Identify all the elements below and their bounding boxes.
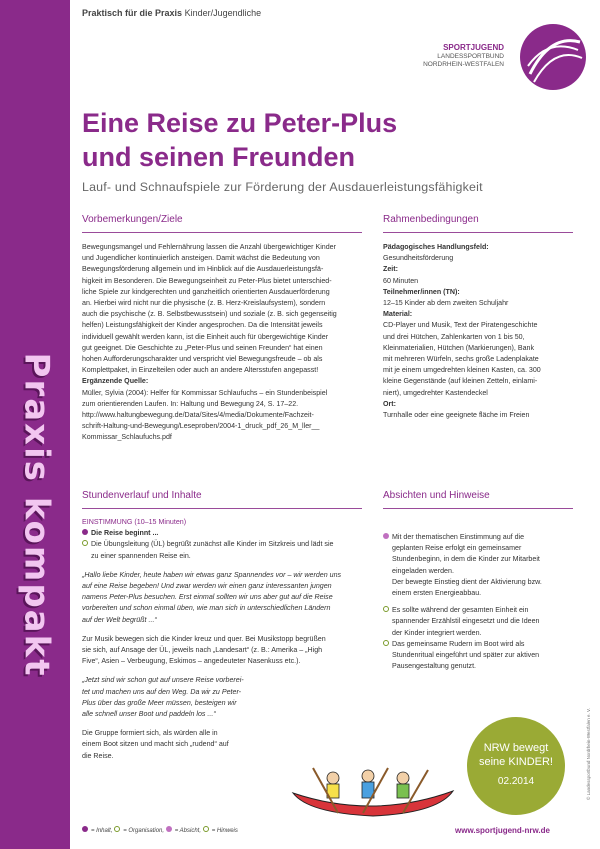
text-line: auch die psychische (z. B. Selbstbewusstsein) und soziale (z. B. sich gegenseitig bbox=[82, 310, 337, 319]
absichten-text bbox=[383, 532, 583, 672]
handlungsfeld-value: Gesundheitsförderung bbox=[383, 254, 454, 263]
text-line: hohen Aufforderungscharakter und verspricht viel Bewegungsfreude – ob als bbox=[82, 355, 323, 364]
text-line: zu einer spannenden Reise ein. bbox=[91, 551, 191, 560]
footer-url-link[interactable]: www.sportjugend-nrw.de bbox=[455, 826, 550, 835]
page-subtitle: Lauf- und Schnaufspiele zur Förderung der Ausdauerleistungsfähigkeit bbox=[82, 180, 483, 194]
quote-line: „Jetzt sind wir schon gut auf unsere Reise vorberei- bbox=[82, 676, 244, 685]
heading-stundenverlauf: Stundenverlauf und Inhalte bbox=[82, 490, 202, 501]
quote-line: alle schnell unser Boot und paddeln los ...“ bbox=[82, 710, 216, 719]
absicht-bullet-icon bbox=[383, 533, 389, 539]
text-line: und Jugendlicher kontinuierlich ansteigen. Damit wächst die Bedeutung von bbox=[82, 254, 320, 263]
badge-line2: seine KINDER! bbox=[479, 756, 553, 768]
material-line: CD-Player und Musik, Text der Piratengeschichte bbox=[383, 321, 538, 330]
material-line: Kleinmaterialien, Hütchen (Markierungen), Bank bbox=[383, 343, 535, 352]
logo-emblem-icon bbox=[520, 24, 586, 90]
logo-text bbox=[423, 44, 504, 69]
material-line: mit je einem umgedrehten kleinen Kasten, ca. 300 bbox=[383, 366, 541, 375]
text-line: Zur Musik bewegen sich die Kinder kreuz und quer. Bei Musikstopp begrüßen bbox=[82, 634, 326, 643]
organisation-bullet-icon bbox=[82, 540, 88, 546]
material-line: mit mehreren Würfeln, sechs große Ladenplakate bbox=[383, 355, 539, 364]
badge-line1: NRW bewegt bbox=[483, 742, 549, 754]
text-line: gut geeignet. Die Geschichte zu „Peter-Plus und seinen Freunden“ hat einen bbox=[82, 343, 323, 352]
hinweis-bullet-icon bbox=[383, 640, 389, 646]
quote-line: namens Peter-Plus besuchen. Erst einmal sollten wir uns aber gut auf die Reise bbox=[82, 593, 333, 602]
reise-heading: Die Reise beginnt ... bbox=[91, 529, 159, 538]
text-line: Mit der thematischen Einstimmung auf die bbox=[392, 533, 525, 541]
sidebar-label bbox=[8, 340, 64, 690]
quote-line: auf der Welt begrüßt ...“ bbox=[82, 615, 157, 624]
legend-inhalt: = Inhalt, bbox=[91, 828, 113, 834]
vorbemerkungen-text bbox=[82, 242, 372, 444]
text-line: Five“, Asien – Verbeugung, Eskimos – angedeuteter Nasenkuss etc.). bbox=[82, 657, 301, 666]
text-line: helfen) Leistungsfähigkeit der Kinder angesprochen. Da die Intensität jeweils bbox=[82, 321, 323, 330]
quelle-link[interactable]: Kommissar_Schlaufuchs.pdf bbox=[82, 433, 172, 442]
page-header bbox=[82, 8, 261, 18]
hinweis-bullet-icon bbox=[383, 606, 389, 612]
quote-line: vorbereiten und schon einmal üben, wie man sich in unterschiedlichen Ländern bbox=[82, 604, 331, 613]
inhalt-bullet-icon bbox=[82, 529, 88, 535]
text-line: geplanten Reise erfolgt ein gemeinsamer bbox=[392, 544, 522, 553]
text-line: higkeit im Besonderen. Die Bewegungseinheit zu Peter-Plus bietet unterschied- bbox=[82, 276, 332, 285]
material-label: Material: bbox=[383, 310, 413, 319]
zeit-value: 60 Minuten bbox=[383, 276, 419, 285]
einstimmung-heading: EINSTIMMUNG (10–15 Minuten) bbox=[82, 518, 187, 526]
tn-value: 12–15 Kinder ab dem zweiten Schuljahr bbox=[383, 299, 509, 308]
text-line: Komplettpaket, in Einzelteilen oder auch an andere Altersstufen angepasst! bbox=[82, 366, 319, 375]
rule-stundenverlauf bbox=[82, 508, 362, 509]
quote-line: tet und machen uns auf den Weg. Da wir zu Peter- bbox=[82, 687, 242, 696]
hinweis-legend-icon bbox=[203, 826, 209, 832]
material-line: niert), umgedrehter Kastendeckel bbox=[383, 388, 488, 397]
rule-vorbemerkungen bbox=[82, 232, 362, 233]
legend-organisation: = Organisation, bbox=[123, 828, 165, 834]
title-line1: Eine Reise zu Peter-Plus bbox=[82, 108, 398, 138]
footer-legend bbox=[82, 826, 238, 834]
quote-line: Plus über das große Meer müssen, besteigen wir bbox=[82, 698, 237, 707]
logo-line1: SPORTJUGEND bbox=[443, 43, 504, 52]
text-line: Der bewegte Einstieg dient der Aktivierung bzw. bbox=[392, 577, 542, 586]
heading-absichten: Absichten und Hinweise bbox=[383, 490, 490, 501]
copyright-note: © Landessportbund Nordrhein-Westfalen e. V. bbox=[586, 708, 591, 800]
quote-line: „Hallo liebe Kinder, heute haben wir etwas ganz Spannendes vor – wir werden uns bbox=[82, 570, 342, 579]
absicht-legend-icon bbox=[166, 826, 172, 832]
text-line: Die Übungsleitung (ÜL) begrüßt zunächst alle Kinder im Sitzkreis und lädt sie bbox=[91, 540, 334, 549]
quote-line: auf eine Reise begeben! Und zwar werden wir einen ganz interessanten jungen bbox=[82, 582, 332, 591]
stunden-text bbox=[82, 517, 372, 762]
legend-hinweis: = Hinweis bbox=[211, 828, 238, 834]
sportjugend-logo bbox=[402, 24, 592, 84]
title-line2: und seinen Freunden bbox=[82, 142, 356, 172]
page-title bbox=[82, 106, 397, 174]
organisation-legend-icon bbox=[114, 826, 120, 832]
text-line: einem Boot sitzen und macht sich „rudend“ auf bbox=[82, 740, 229, 749]
logo-line2: LANDESSPORTBUND bbox=[437, 53, 504, 60]
text-line: die Reise. bbox=[82, 751, 114, 760]
heading-rahmen: Rahmenbedingungen bbox=[383, 214, 479, 225]
header-brand: Praktisch für die Praxis bbox=[82, 8, 183, 18]
logo-line3: NORDRHEIN-WESTFALEN bbox=[423, 61, 504, 68]
inhalt-legend-icon bbox=[82, 826, 88, 832]
tn-label: Teilnehmer/innen (TN): bbox=[383, 287, 460, 296]
text-line: Bewegungsmangel und Fehlernährung lassen die Anzahl übergewichtiger Kinder bbox=[82, 243, 336, 251]
text-line: liche Spiele zur kindgerechten und ganzheitlich orientierten Ausdauerförderung bbox=[82, 287, 330, 296]
text-line: Pausengestaltung genutzt. bbox=[392, 662, 477, 671]
zeit-label: Zeit: bbox=[383, 265, 398, 274]
badge-date: 02.2014 bbox=[497, 776, 535, 787]
handlungsfeld-label: Pädagogisches Handlungsfeld: bbox=[383, 243, 489, 251]
text-line: Müller, Sylvia (2004): Helfer für Kommissar Schlaufuchs – ein Stundenbeispiel bbox=[82, 388, 328, 397]
text-line: der Kinder integriert werden. bbox=[392, 628, 482, 637]
text-line: Bewegungsförderung allgemein und im Hinblick auf die Ausdauerleistungsfä- bbox=[82, 265, 324, 274]
text-line: einem ersten Energieabbau. bbox=[392, 589, 482, 598]
quelle-label: Ergänzende Quelle: bbox=[82, 377, 149, 386]
text-line: individuell gewählt werden kann, ist die Einheit auch für übergewichtige Kinder bbox=[82, 332, 329, 341]
rahmen-text bbox=[383, 242, 583, 421]
ort-value: Turnhalle oder eine geeignete fläche im Freien bbox=[383, 411, 530, 420]
ort-label: Ort: bbox=[383, 399, 397, 408]
material-line: und drei Hütchen, Zahlenkarten von 1 bis 50, bbox=[383, 332, 525, 341]
header-category: Kinder/Jugendliche bbox=[184, 8, 262, 18]
heading-vorbemerkungen: Vorbemerkungen/Ziele bbox=[82, 214, 183, 225]
sidebar-label-text: Praxis kompakt bbox=[16, 352, 57, 678]
sidebar-band bbox=[0, 0, 70, 849]
text-line: zum orientierenden Laufen. In: Haltung und Bewegung 24, S. 17–22. bbox=[82, 399, 299, 408]
text-line: Es sollte während der gesamten Einheit ein bbox=[392, 606, 529, 615]
text-line: Das gemeinsame Rudern im Boot wird als bbox=[392, 639, 525, 648]
rule-rahmen bbox=[383, 232, 573, 233]
rule-absichten bbox=[383, 508, 573, 509]
text-line: eingeladen werden. bbox=[392, 566, 454, 575]
nrw-badge bbox=[467, 717, 565, 815]
text-line: Stundenbeginn, in dem die Kinder zur Mitarbeit bbox=[392, 555, 540, 564]
text-line: an. Hierbei wird nicht nur die physische (z. B. Herz-Kreislaufsystem), sondern bbox=[82, 299, 326, 308]
text-line: Stundenritual eingeführt und später zur aktiven bbox=[392, 651, 540, 660]
material-line: kleine Gegenstände (auf kleinen Zetteln, einlami- bbox=[383, 377, 538, 386]
text-line: Die Gruppe formiert sich, als würden alle in bbox=[82, 729, 218, 738]
quelle-link[interactable]: http://www.haltungbewegung.de/Data/Sites/4/media/Dokumente/Fachzeit- bbox=[82, 411, 314, 420]
text-line: sie sich, auf Ansage der ÜL, jeweils nach „Landesart“ (z. B.: Amerika – „High bbox=[82, 646, 323, 655]
canoe-illustration bbox=[288, 758, 458, 820]
quelle-link[interactable]: schrift-Haltung-und-Bewegung/Leseproben/2004-1_druck_pdf_26_M_ller__ bbox=[82, 422, 320, 431]
text-line: spannender Erzählstil eingesetzt und die Ideen bbox=[392, 617, 540, 626]
legend-absicht: = Absicht, bbox=[174, 828, 202, 834]
